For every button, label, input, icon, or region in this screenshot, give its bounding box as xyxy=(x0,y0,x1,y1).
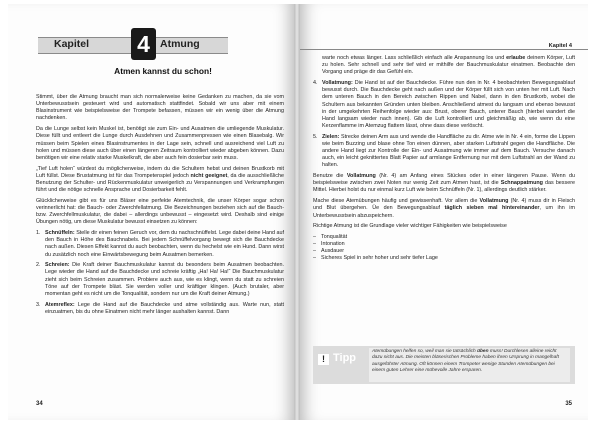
chapter-title: Atmung xyxy=(160,38,200,50)
intro-paragraph: Stimmt, über die Atmung braucht man sich normalerweise keine Gedanken zu machen, da sie vom Unterbewusstsein gesteuert wird und automatisch stattfindet. Sobald wir uns aber mit einem Blasinstrument wie beispielsweise der Trompete befassen, müssen wir ein wenig über die Atmung nachdenken. xyxy=(36,94,284,122)
emphasis-not-suitable: nicht geeignet xyxy=(190,172,228,179)
emphasis-term: Schnappatmung xyxy=(500,180,543,187)
emphasis-daily: täglich sieben mal hintereinander xyxy=(444,205,540,212)
running-header: Kapitel 4 xyxy=(548,43,572,49)
exercise-title: Vollatmung: xyxy=(322,80,353,87)
exercise-text xyxy=(45,230,284,259)
emphasis-term: Vollatmung xyxy=(479,198,509,205)
emphasis-term: Vollatmung xyxy=(346,173,376,180)
text-run: , da die ausschließliche Benutzung der Schulter- und Rückenmuskulatur unweigerlich zu Verspannungen und Verkrampfungen führt und die nötige schnelle Ansprache und Dosierbarkeit fehlt. xyxy=(36,172,284,194)
exercise-text xyxy=(322,80,575,130)
exercise-text xyxy=(322,134,575,170)
exercise-title: Schreien: xyxy=(45,262,70,269)
exercise-5 xyxy=(313,134,575,170)
exercise-number: 3. xyxy=(36,301,41,308)
left-body-text xyxy=(36,94,284,320)
exercise-title: Atemreflex: xyxy=(45,301,75,308)
tip-box xyxy=(313,346,575,384)
text-run: das bessere Mittel. Hierbei holst du nur einmal kurz Luft wie beim Schnüffeln (Nr. 1), allerdings deutlich stärker. xyxy=(313,180,575,194)
exercise-text xyxy=(45,302,284,316)
emphasis-practice: üben xyxy=(477,349,489,354)
right-body-text xyxy=(313,55,575,266)
chest-breathing-paragraph xyxy=(36,166,284,195)
text-run: Die Hand ist auf der Bauchdecke. Führe nun den in Nr. 4 beobachteten Bewegungsablauf bewusst durch. Die Bauchdecke geht nach außen und der Körper füllt sich von unten her mit Luft. Nach dem unteren Bauch in den Bereich zwischen Rippen und Nabel, dann in den Brustkorb, wobei die Schultern aus bekannten Gründen unten bleiben. Anschließend atmest du langsam und ebenso bewusst in der umgekehrten Reihenfolge wieder aus: Brust, oberer Bauch, unterer Bauch (hierbei wandert die Hand langsam wieder nach innen). Gib die Luft kontrolliert und gleichmäßig ab, wie wenn du eine Kerzenflamme im Atemzug flattern lässt, ohne dass diese verlöscht. xyxy=(322,80,575,129)
exercise-1 xyxy=(36,230,284,259)
chapter-number-badge: 4 xyxy=(131,28,156,60)
right-page xyxy=(300,4,588,420)
belly-breathing-paragraph: Glücklicherweise gibt es für uns Bläser eine perfekte Atemtechnik, die unser Körper sogar schon verinnerlicht hat: die Bauch- oder Zwerchfellatmung. Die Bezeichnungen beziehen sich auf die Bauch- bzw. Zwerchfellmuskulatur, die dabei – allerdings unbewusst – eingesetzt wird. Deshalb sind einige Übungen nötig, um diese Muskulatur bewusst einsetzen zu können: xyxy=(36,197,284,226)
exercise-4 xyxy=(313,80,575,130)
full-breathing-usage-paragraph xyxy=(313,173,575,194)
header-rule xyxy=(300,49,588,50)
skills-intro-paragraph: Richtige Atmung ist die Grundlage vieler wichtiger Fähigkeiten wie beispielsweise xyxy=(313,223,507,230)
chapter-label: Kapitel xyxy=(54,38,90,50)
exercise-title: Schnüffeln: xyxy=(45,230,75,237)
exercise-text xyxy=(45,262,284,298)
text-run: muss! Durchlesen alleine reicht dazu nicht aus. Die meisten bläserischen Probleme haben ihren Ursprung in mangelhaft ausgeführter Atmung. Oft können einem Trompeter wenige Stunden Atemübungen bei einem guten Lehrer eine mühevolle Jahre ersparen. xyxy=(372,349,559,373)
tip-label: Tipp xyxy=(333,352,357,364)
exercise-title: Zielen: xyxy=(322,133,340,140)
text-run: „Tief Luft holen“ würdest du möglicherweise, indem du die Schultern hebst und deinen Brustkorb mit Luft füllst. Diese Brustatmung ist für das Trompetenspiel jedoch xyxy=(36,165,284,179)
exclamation-icon: ! xyxy=(318,354,329,365)
exercise-3 xyxy=(36,302,284,316)
tip-header xyxy=(313,346,369,384)
exercise-number: 1. xyxy=(36,230,41,237)
text-run: Lege die Hand auf die Bauchdecke und atme vollständig aus. Warte nun, statt einzuatmen, bis du ohne Einatmen nicht mehr länger aushalten kannst. Dann xyxy=(45,301,284,315)
tip-text xyxy=(369,348,570,382)
text-run: Benutze die xyxy=(313,173,347,180)
exercise-number: 5. xyxy=(313,133,318,140)
text-run: Mache diese Atemübungen häufig und gewissenhaft. Vor allem die xyxy=(313,198,480,205)
exercise-number: 2. xyxy=(36,262,41,269)
text-run: Die Kraft deiner Bauchmuskulatur kannst du besonders beim Ausatmen beobachten. Lege wieder die Hand auf die Bauchdecke und schreie kräftig „Ha! Ha! Ha!“ Die Bauchmuskulatur zieht sich beim Schreien zusammen. Probiere auch aus, wie es klingt, wenn du statt zu schreien Töne auf der Trompete bläst. Sie werden voller und kräftiger klingen. (Auch brutaler, aber momentan geht es nicht um die Tonqualität, sondern nur um die Kraft deiner Atmung.) xyxy=(45,262,284,297)
list-item: – Tonqualität xyxy=(313,234,575,241)
exercise-number: 4. xyxy=(313,80,318,87)
list-item: – Intonation xyxy=(313,241,575,248)
skills-list xyxy=(313,234,575,263)
list-item: – Ausdauer xyxy=(313,248,575,255)
exercise-2 xyxy=(36,262,284,298)
text-run: deinem Körper, Luft zu holen. Sehr schnell und sehr tief wird er mithilfe der Bauchmuskulatur einatmen. Beobachte den Vorgang und präge dir das Gefühl ein. xyxy=(322,55,575,76)
list-item: – Sicheres Spiel in sehr hoher und sehr tiefer Lage xyxy=(313,255,575,262)
lung-paragraph: Da die Lunge selbst kein Muskel ist, benötigt sie zum Ein- und Ausatmen die umliegende Muskulatur. Diese füllt und entleert die Lunge durch Ausdehnen und Zusammenpressen wie einen Blasebalg. Wir müssen beim Spielen eines Blasinstrumentes in der Lage sein, schnell und ausreichend viel Luft zu holen und müssen diese auch über einen längeren Zeitraum kontrolliert wieder abgeben können. Dazu benötigen wir eine relativ starke Muskelkraft, die aber auch fein dosierbar sein muss. xyxy=(36,126,284,161)
text-run: Strecke deinen Arm aus und wende die Handfläche zu dir. Atme wie in Nr. 4 ein, forme die Lippen wie beim Buzzing und blase ohne Ton einen dünnen, aber starken Luftstrahl gegen die Handfläche. Die andere Hand liegt zur Kontrolle der Ein- und Ausatmung wie immer auf dem Bauch. Versuche danach auch, ein leicht geknittertes Blatt Papier auf armlange Entfernung nur mit dem Luftstrahl an der Wand zu halten. xyxy=(322,133,575,169)
text-run: (Nr. 4) am Anfang eines Stückes oder in einer längeren Pause. Wenn du beispielsweise zwischen zwei Noten nur wenig Zeit zum Atmen hast, ist die xyxy=(313,173,575,187)
text-run: warte noch etwas länger. Lass schließlich einfach alle Anspannung los und xyxy=(322,55,507,61)
text-run: , um ihn im Unterbewusstsein abzuspeichern. xyxy=(313,205,575,219)
practice-paragraph xyxy=(313,198,575,219)
emphasis-allow: erlaube xyxy=(506,55,526,61)
page-number-left: 34 xyxy=(36,401,43,407)
text-run: (Nr. 4) muss dir in Fleisch und Blut übergehen. Üe den Bewegungsablauf xyxy=(313,198,575,212)
exercise-3-continued xyxy=(313,55,575,76)
section-subtitle: Atmen kannst du schon! xyxy=(114,66,212,76)
left-page xyxy=(8,4,294,420)
text-run: Stelle dir einen feinen Geruch vor, dem du nachschnüffelst. Lege dabei deine Hand auf den Bauch in Höhe des Bauchnabels. Bei jedem Schnüffelvorgang bewegt sich die Bauchdecke nach außen. Diesen Effekt kannst du auch beobachten, wenn du hechelst wie ein Hund. Dann wirst du zusätzlich noch eine Einwärtsbewegung beim Ausatmen bemerken. xyxy=(45,230,284,258)
page-number-right: 35 xyxy=(565,401,572,407)
chapter-heading xyxy=(38,31,228,57)
text-run: Atemübungen helfen so, weil man sie tatsächlich xyxy=(372,349,478,354)
